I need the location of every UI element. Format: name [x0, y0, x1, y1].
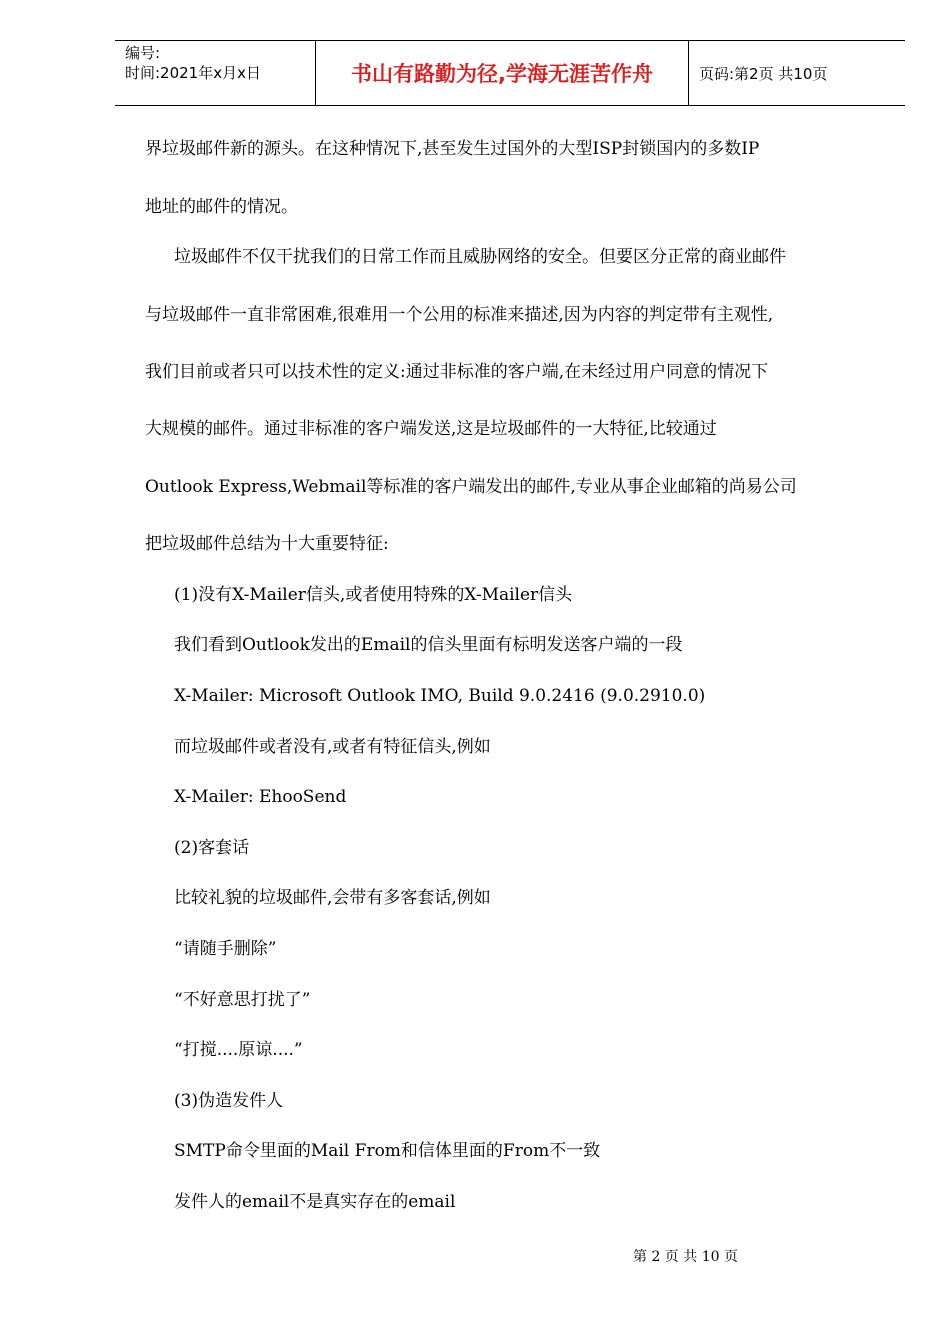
body-line: 我们看到Outlook发出的Email的信头里面有标明发送客户端的一段 — [174, 635, 683, 655]
quote-line: “打搅....原谅....” — [174, 1040, 303, 1060]
header-page-info: 页码:第2页 共10页 — [699, 64, 828, 83]
quote-line: “不好意思打扰了” — [174, 990, 311, 1010]
body-line: 大规模的邮件。通过非标准的客户端发送,这是垃圾邮件的一大特征,比较通过 — [145, 419, 717, 439]
body-line: SMTP命令里面的Mail From和信体里面的From不一致 — [174, 1141, 601, 1161]
list-heading: (3)伪造发件人 — [174, 1091, 284, 1111]
body-line: 界垃圾邮件新的源头。在这种情况下,甚至发生过国外的大型ISP封锁国内的多数IP — [145, 139, 760, 159]
body-line: 而垃圾邮件或者没有,或者有特征信头,例如 — [174, 737, 491, 757]
code-line: X-Mailer: Microsoft Outlook IMO, Build 9.0.2416 (9.0.2910.0) — [174, 686, 706, 706]
list-heading: (2)客套话 — [174, 838, 250, 858]
body-line: Outlook Express,Webmail等标准的客户端发出的邮件,专业从事企业邮箱的尚易公司 — [145, 477, 797, 497]
code-line: X-Mailer: EhooSend — [174, 787, 347, 807]
body-line: 地址的邮件的情况。 — [145, 197, 298, 217]
page-footer: 第 2 页 共 10 页 — [633, 1249, 738, 1265]
body-line: 把垃圾邮件总结为十大重要特征: — [145, 534, 389, 554]
header-meta — [115, 41, 316, 105]
page-header — [115, 40, 905, 106]
quote-line: “请随手删除” — [174, 939, 277, 959]
body-line: 与垃圾邮件一直非常困难,很难用一个公用的标准来描述,因为内容的判定带有主观性, — [145, 305, 774, 325]
header-time-label: 时间:2021年x月x日 — [125, 64, 261, 82]
list-heading: (1)没有X-Mailer信头,或者使用特殊的X-Mailer信头 — [174, 585, 573, 605]
body-line: 垃圾邮件不仅干扰我们的日常工作而且威胁网络的安全。但要区分正常的商业邮件 — [174, 247, 786, 267]
body-line: 我们目前或者只可以技术性的定义:通过非标准的客户端,在未经过用户同意的情况下 — [145, 362, 769, 382]
body-line: 发件人的email不是真实存在的email — [174, 1192, 456, 1212]
header-motto: 书山有路勤为径,学海无涯苦作舟 — [316, 41, 689, 105]
header-number-label: 编号: — [125, 44, 161, 62]
body-line: 比较礼貌的垃圾邮件,会带有多客套话,例如 — [174, 888, 491, 908]
